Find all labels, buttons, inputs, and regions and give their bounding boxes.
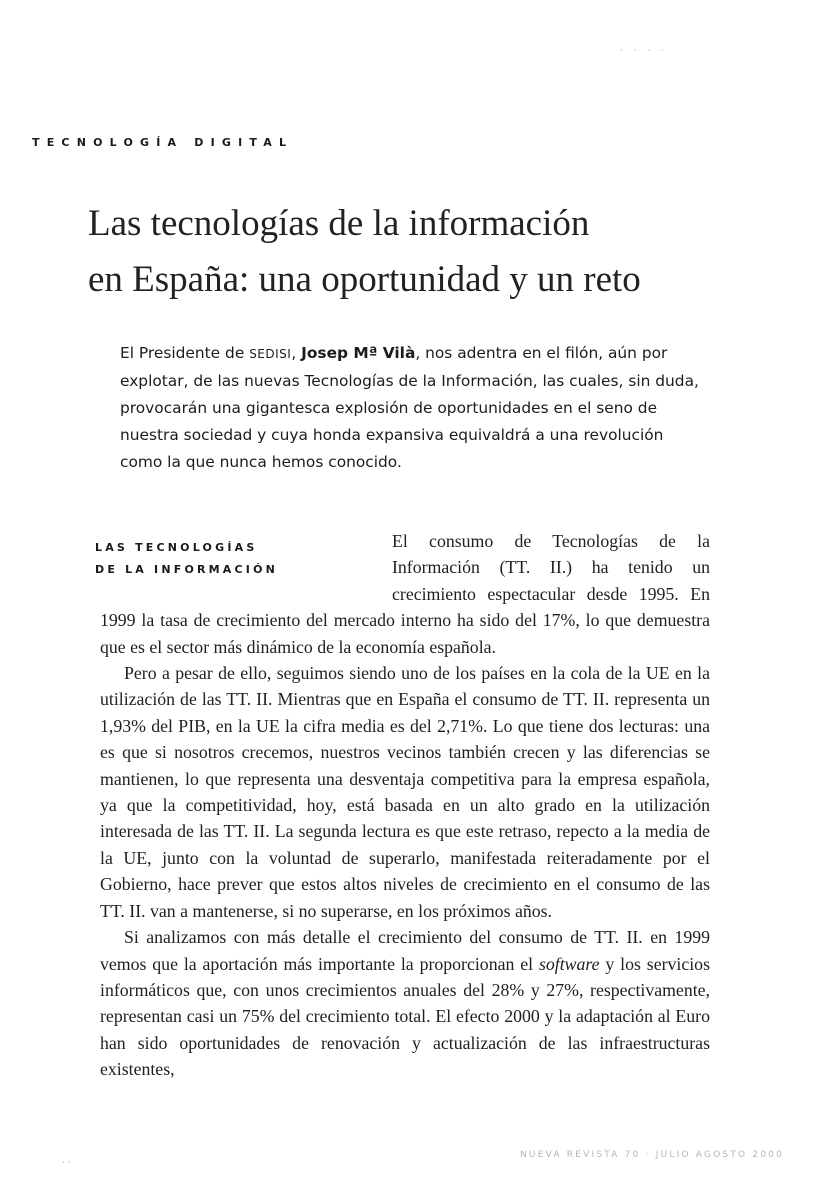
paragraph-3-text-1: Si analizamos con más detalle el crecimiento del consumo de TT. II. en 1999 vemos que la aportación más importante la proporcionan el [100,927,710,974]
body-paragraph-1: El consumo de Tecnologías de la Información (TT. II.) ha tenido un crecimiento espectacular desde 1995. En 1999 la tasa de crecimiento del mercado interno ha sido del 17%, lo que demuestra que es el sector más dinámico de la economía española. [100,531,710,657]
page-footer: NUEVA REVISTA 70 · JULIO AGOSTO 2000 [520,1150,785,1160]
lead-paragraph [120,340,710,476]
section-label: TECNOLOGÍA DIGITAL [32,136,294,149]
scan-marks: · · · · [620,46,669,56]
article-body [100,528,710,1083]
lead-text-1: El Presidente de [120,344,250,362]
subheading-line-1: LAS TECNOLOGÍAS [95,541,258,554]
lead-author: Josep Mª Vilà [301,344,416,362]
lead-text-3: , nos adentra en el filón, aún por explotar, de las nuevas Tecnologías de la Información, las cuales, sin duda, provocarán una gigantesca explosión de oportunidades en el seno de nuestra sociedad y cuya honda expansiva equivaldrá a una revolución como la que nunca hemos conocido. [120,344,699,471]
scan-mark-bottom: · · [62,1158,71,1168]
paragraph-3-italic: software [538,953,600,974]
body-paragraph-3 [100,924,710,1082]
lead-organization: SEDISI [249,347,292,361]
paragraph-3-text-2: y los servicios informáticos que, con unos crecimientos anuales del 28% y 27%, respectivamente, representan casi un 75% del crecimiento total. El efecto 2000 y la adaptación al Euro han sido oportunidades de renovación y actualización de las infraestructuras existentes, [100,953,710,1080]
article-title [88,196,768,308]
subheading-line-2: DE LA INFORMACIÓN [95,563,279,576]
body-paragraph-2: Pero a pesar de ello, seguimos siendo uno de los países en la cola de la UE en la utilización de las TT. II. Mientras que en España el consumo de TT. II. representa un 1,93% del PIB, en la UE la cifra media es del 2,71%. Lo que tiene dos lecturas: una es que si nosotros crecemos, nuestros vecinos también crecen y las diferencias se mantienen, lo que representa una desventaja competitiva para la empresa española, ya que la competitividad, hoy, está basada en un alto grado en la utilización interesada de las TT. II. La segunda lectura es que este retraso, repecto a la media de la UE, junto con la voluntad de superarlo, manifestada reiteradamente por el Gobierno, hace prever que estos altos niveles de crecimiento en el consumo de las TT. II. van a mantenerse, si no superarse, en los próximos años. [100,663,710,921]
title-line-2: en España: una oportunidad y un reto [88,259,641,300]
title-line-1: Las tecnologías de la información [88,203,590,244]
lead-text-2: , [291,344,302,362]
